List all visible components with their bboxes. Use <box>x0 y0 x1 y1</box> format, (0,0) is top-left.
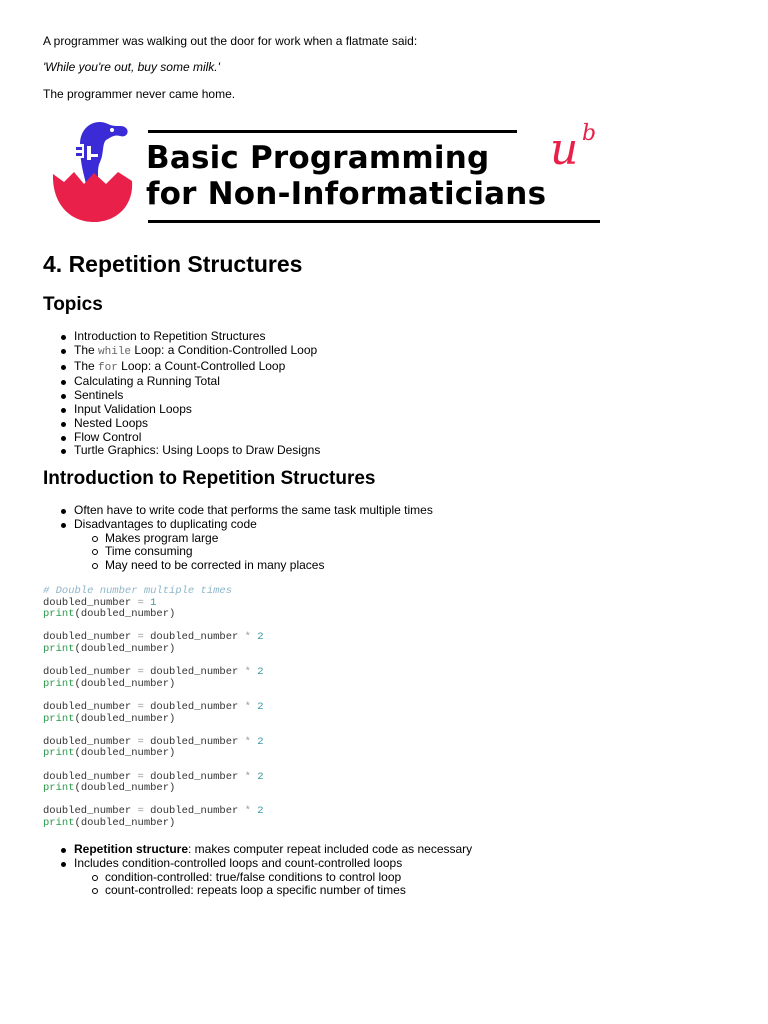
code-print-fn: print <box>43 782 75 795</box>
code-times-op: * <box>238 770 258 783</box>
university-ub-logo <box>546 118 606 178</box>
code-var: doubled_number <box>43 700 132 713</box>
code-print-arg: (doubled_number) <box>74 677 176 690</box>
topic-item <box>58 330 320 344</box>
banner-title <box>146 140 546 212</box>
topic-item-text: Nested Loops <box>74 415 149 430</box>
topic-item-text: Turtle Graphics: Using Loops to Draw Designs <box>74 443 321 458</box>
topic-item-text: Introduction to Repetition Structures <box>74 329 266 343</box>
sub-list-item: May need to be corrected in many places <box>89 559 433 573</box>
code-print-fn: print <box>43 747 75 760</box>
code-print-fn: print <box>43 712 75 725</box>
list-item-label: Includes condition-controlled loops and count-controlled loops <box>74 855 403 870</box>
code-assign: = <box>131 700 151 713</box>
code-comment: # Double number multiple times <box>43 585 233 597</box>
topics-list <box>58 330 320 458</box>
topic-item-text-post: Loop: a Condition-Controlled Loop <box>131 342 318 357</box>
code-times-op: * <box>238 700 258 713</box>
code-factor: 2 <box>257 770 264 783</box>
banner-rule-bottom <box>148 220 600 223</box>
topic-item-text: Flow Control <box>74 429 142 444</box>
code-print-fn: print <box>43 816 75 829</box>
code-times-op: * <box>238 666 258 679</box>
code-times-op: * <box>238 735 258 748</box>
code-print-fn: print <box>43 642 75 655</box>
code-print-arg: (doubled_number) <box>74 642 176 655</box>
intro-heading: Introduction to Repetition Structures <box>43 468 376 489</box>
code-assign: = <box>131 596 151 609</box>
topic-item <box>58 360 320 376</box>
topic-item-text: The <box>74 358 99 373</box>
sub-list-item: Time consuming <box>89 545 433 559</box>
python-egg-logo-icon <box>50 118 140 228</box>
topic-item-text: Sentinels <box>74 388 124 403</box>
code-factor: 2 <box>257 700 264 713</box>
topic-item-text: The <box>74 342 99 357</box>
code-print-fn: print <box>43 677 75 690</box>
code-var: doubled_number <box>150 700 239 713</box>
code-factor: 2 <box>257 735 264 748</box>
code-var: doubled_number <box>43 631 132 644</box>
list-item <box>58 518 433 573</box>
sub-list-item: condition-controlled: true/false conditions to control loop <box>89 871 472 885</box>
topic-item-code: for <box>98 361 118 374</box>
topic-item-text: Input Validation Loops <box>74 401 192 416</box>
topic-item-code: while <box>98 345 132 358</box>
svg-text:u: u <box>550 124 579 175</box>
code-var: doubled_number <box>43 666 132 679</box>
topic-item <box>58 417 320 431</box>
code-var: doubled_number <box>43 596 132 609</box>
code-assign: = <box>131 666 151 679</box>
topic-item <box>58 389 320 403</box>
joke-line-3: The programmer never came home. <box>43 87 236 101</box>
joke-line-1: A programmer was walking out the door for work when a flatmate said: <box>43 34 418 48</box>
bold-term: Repetition structure <box>74 842 189 856</box>
sub-list <box>74 871 472 899</box>
code-var: doubled_number <box>150 805 239 818</box>
code-print-arg: (doubled_number) <box>74 712 176 725</box>
list-item: Often have to write code that performs the same task multiple times <box>58 504 433 518</box>
sub-list-item: Makes program large <box>89 532 433 546</box>
svg-text:b: b <box>582 121 597 146</box>
list-item-label: Disadvantages to duplicating code <box>74 516 257 531</box>
code-factor: 2 <box>257 805 264 818</box>
code-print-arg: (doubled_number) <box>74 608 176 621</box>
code-print-arg: (doubled_number) <box>74 816 176 829</box>
code-var: doubled_number <box>150 666 239 679</box>
code-var: doubled_number <box>150 735 239 748</box>
list-item <box>58 843 472 857</box>
sub-list <box>74 532 433 573</box>
topic-item-text-post: Loop: a Count-Controlled Loop <box>117 358 286 373</box>
structure-bullet-list <box>58 843 472 898</box>
code-print-arg: (doubled_number) <box>74 782 176 795</box>
topic-item <box>58 375 320 389</box>
intro-bullet-list <box>58 504 433 573</box>
list-item-rest: : makes computer repeat included code as necessary <box>188 842 473 856</box>
topic-item <box>58 444 320 458</box>
code-factor: 2 <box>257 666 264 679</box>
topics-heading: Topics <box>43 294 103 315</box>
code-print-arg: (doubled_number) <box>74 747 176 760</box>
code-init-value: 1 <box>150 596 157 609</box>
code-var: doubled_number <box>43 770 132 783</box>
code-var: doubled_number <box>43 735 132 748</box>
code-var: doubled_number <box>43 805 132 818</box>
code-var: doubled_number <box>150 770 239 783</box>
course-banner <box>50 118 610 233</box>
banner-title-line-1: Basic Programming <box>146 140 490 176</box>
topic-item <box>58 344 320 360</box>
topic-item <box>58 403 320 417</box>
banner-rule-top <box>148 130 517 133</box>
code-factor: 2 <box>257 631 264 644</box>
banner-title-line-2: for Non-Informaticians <box>146 176 547 212</box>
code-assign: = <box>131 805 151 818</box>
code-times-op: * <box>238 805 258 818</box>
code-assign: = <box>131 631 151 644</box>
chapter-title: 4. Repetition Structures <box>43 251 303 277</box>
topic-item-text: Calculating a Running Total <box>74 374 220 389</box>
code-assign: = <box>131 735 151 748</box>
topic-item <box>58 431 320 445</box>
code-var: doubled_number <box>150 631 239 644</box>
code-block <box>43 586 264 829</box>
list-item <box>58 857 472 898</box>
code-times-op: * <box>238 631 258 644</box>
sub-list-item: count-controlled: repeats loop a specific number of times <box>89 884 472 898</box>
joke-line-2: 'While you're out, buy some milk.' <box>43 60 220 74</box>
code-print-fn: print <box>43 608 75 621</box>
code-assign: = <box>131 770 151 783</box>
